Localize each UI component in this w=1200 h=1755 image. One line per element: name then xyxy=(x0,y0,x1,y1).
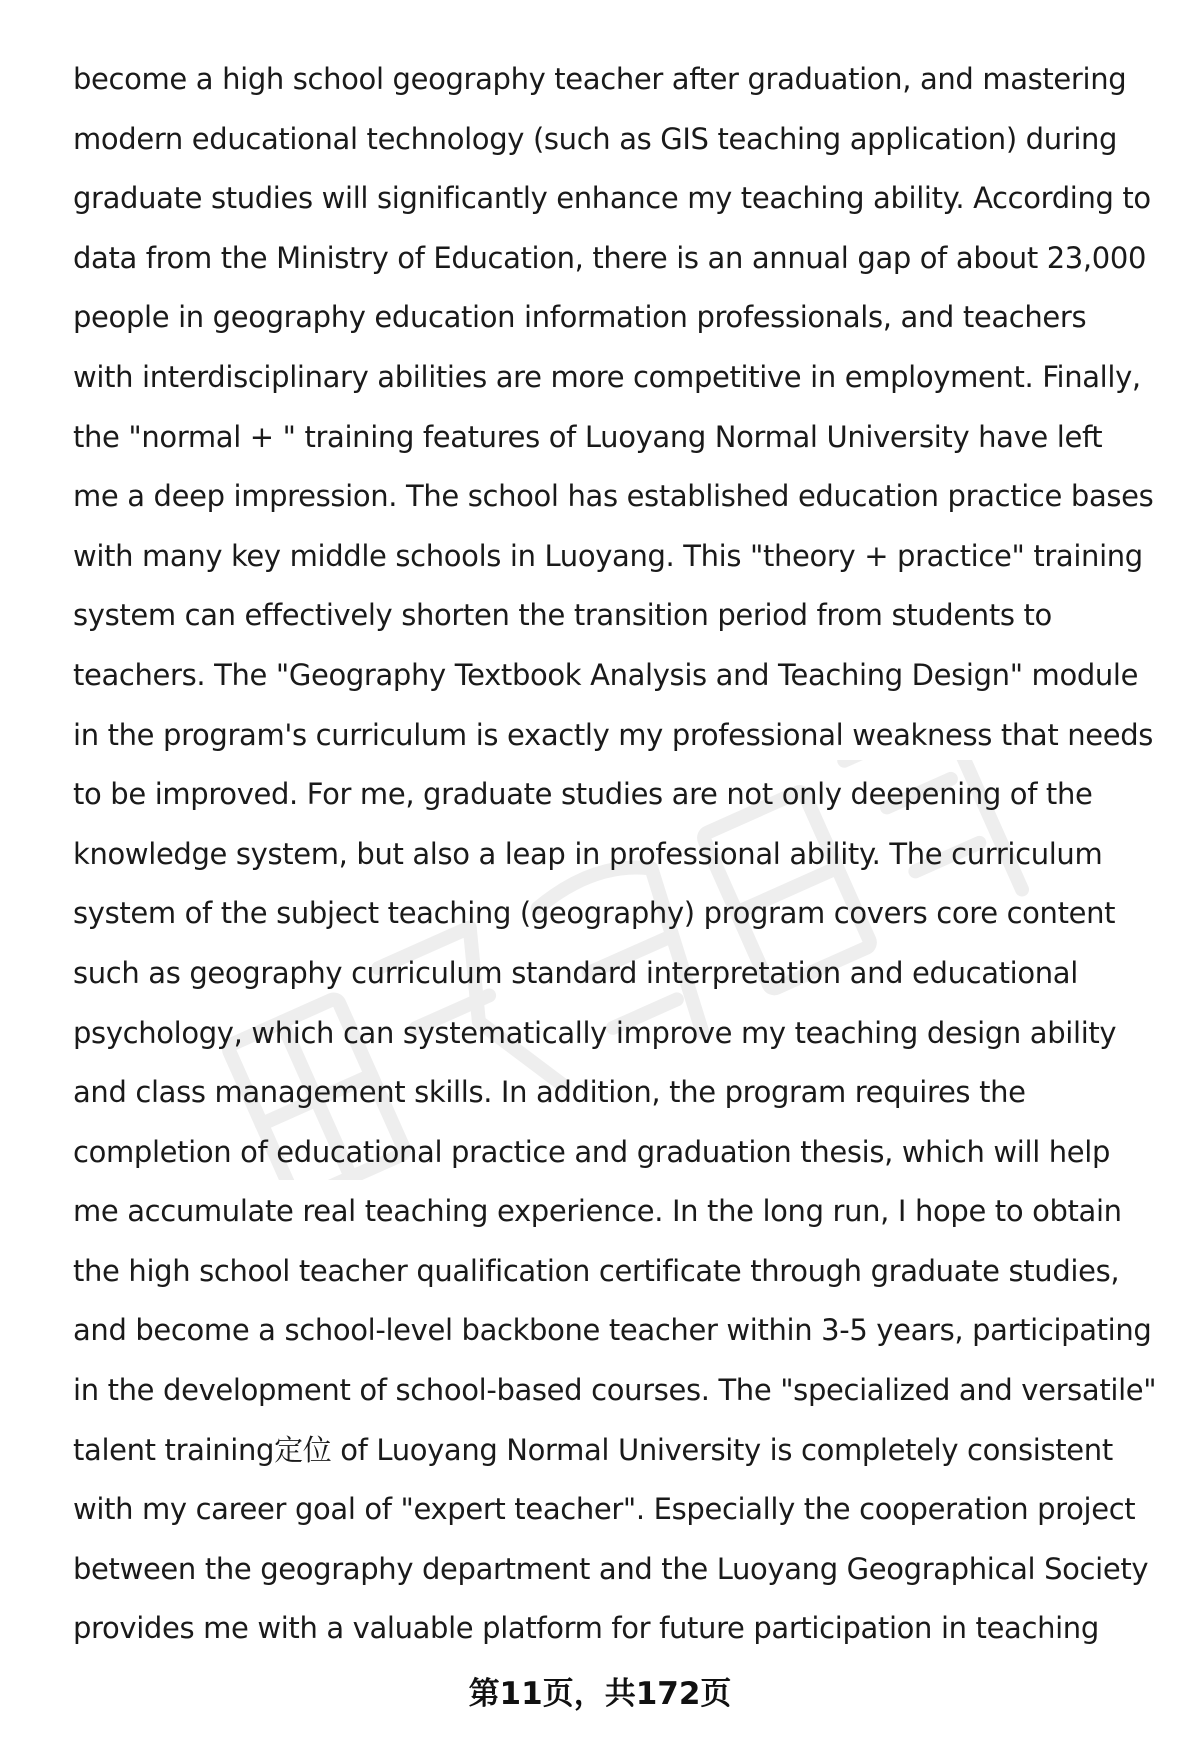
text-line: people in geography education information professionals, and teachers xyxy=(73,300,1087,335)
body-text xyxy=(73,50,1183,1659)
text-line: such as geography curriculum standard interpretation and educational xyxy=(73,955,1078,990)
text-line: with many key middle schools in Luoyang. This "theory + practice" training xyxy=(73,538,1143,573)
text-line: teachers. The "Geography Textbook Analysis and Teaching Design" module xyxy=(73,657,1139,692)
page-number: 第11页，共172页 xyxy=(468,1676,732,1712)
text-line: become a high school geography teacher after graduation, and mastering xyxy=(73,62,1127,96)
text-line: data from the Ministry of Education, there is an annual gap of about 23,000 xyxy=(73,240,1147,275)
text-line: knowledge system, but also a leap in professional ability. The curriculum xyxy=(73,836,1103,871)
text-line: and class management skills. In addition, the program requires the xyxy=(73,1075,1026,1110)
text-line: to be improved. For me, graduate studies are not only deepening of the xyxy=(73,777,1093,812)
text-line: the high school teacher qualification certificate through graduate studies, xyxy=(73,1253,1120,1288)
text-line: provides me with a valuable platform for future participation in teaching xyxy=(73,1611,1099,1646)
text-line: psychology, which can systematically improve my teaching design ability xyxy=(73,1015,1117,1050)
text-line: with interdisciplinary abilities are more competitive in employment. Finally, xyxy=(73,359,1141,394)
text-line: system can effectively shorten the transition period from students to xyxy=(73,598,1052,633)
text-line: system of the subject teaching (geography) program covers core content xyxy=(73,896,1116,931)
text-line: and become a school-level backbone teacher within 3-5 years, participating xyxy=(73,1313,1152,1348)
text-line: graduate studies will significantly enhance my teaching ability. According to xyxy=(73,181,1151,216)
text-line: between the geography department and the Luoyang Geographical Society xyxy=(73,1551,1149,1586)
text-line: completion of educational practice and graduation thesis, which will help xyxy=(73,1134,1111,1169)
text-line: talent training定位 of Luoyang Normal University is completely consistent xyxy=(73,1432,1113,1467)
text-line: me accumulate real teaching experience. In the long run, I hope to obtain xyxy=(73,1194,1122,1229)
text-line: in the program's curriculum is exactly my professional weakness that needs xyxy=(73,717,1154,752)
text-line: modern educational technology (such as GIS teaching application) during xyxy=(73,121,1118,156)
text-line: in the development of school-based courses. The "specialized and versatile" xyxy=(73,1373,1157,1408)
text-line: the "normal + " training features of Luoyang Normal University have left xyxy=(73,419,1103,454)
text-line: with my career goal of "expert teacher". Especially the cooperation project xyxy=(73,1492,1136,1527)
text-line: me a deep impression. The school has established education practice bases xyxy=(73,479,1154,514)
